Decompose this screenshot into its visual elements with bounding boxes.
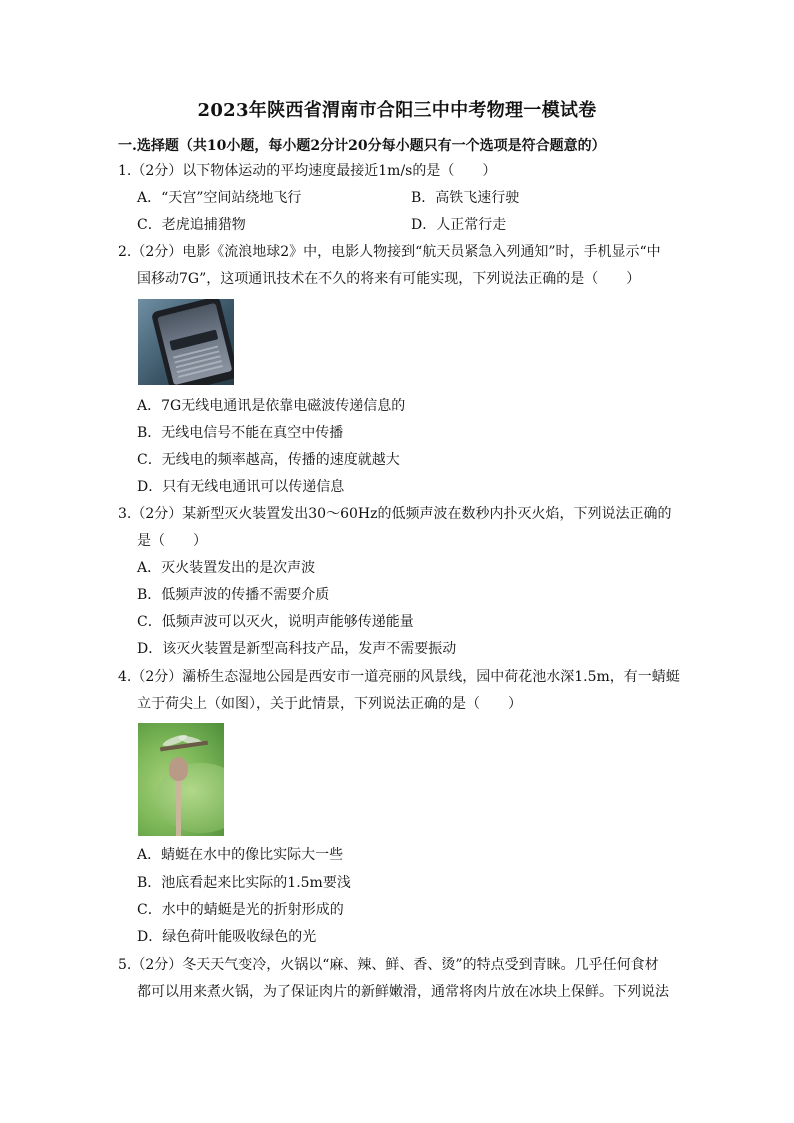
question-4-option-c: C．水中的蜻蜓是光的折射形成的: [137, 902, 344, 918]
exam-title: 2023年陕西省渭南市合阳三中中考物理一模试卷: [197, 100, 597, 121]
question-2-stem-line-1: 2.（2分）电影《流浪地球2》中，电影人物接到“航天员紧急入列通知”时，手机显示“中: [118, 244, 661, 260]
question-4-stem-line-1: 4.（2分）灞桥生态湿地公园是西安市一道亮丽的风景线，园中荷花池水深1.5m，有一蜻蜓: [118, 669, 680, 685]
question-3-stem-line-1: 3.（2分）某新型灭火装置发出30～60Hz的低频声波在数秒内扑灭火焰，下列说法正确的: [118, 506, 672, 522]
lotus-leaf-icon: [156, 763, 224, 833]
question-2-option-c: C．无线电的频率越高，传播的速度就越大: [137, 452, 400, 468]
question-3-option-a: A．灭火装置发出的是次声波: [137, 560, 316, 576]
question-3-option-c: C．低频声波可以灭火，说明声能够传递能量: [137, 614, 414, 630]
question-3-option-d: D．该灭火装置是新型高科技产品，发声不需要振动: [137, 641, 457, 657]
phone-photo: [138, 299, 234, 385]
question-4-option-d: D．绿色荷叶能吸收绿色的光: [137, 929, 317, 945]
dragonfly-lotus-photo: [138, 723, 224, 836]
lotus-bud-icon: [169, 757, 188, 781]
question-2-option-d: D．只有无线电通讯可以传递信息: [137, 479, 345, 495]
question-2-stem-line-2: 国移动7G”，这项通讯技术在不久的将来有可能实现，下列说法正确的是（ ）: [137, 271, 641, 287]
question-1-option-a: A．“天宫”空间站绕地飞行: [137, 190, 302, 206]
question-5-stem-line-2: 都可以用来煮火锅，为了保证肉片的新鲜嫩滑，通常将肉片放在冰块上保鲜。下列说法: [137, 984, 669, 1000]
question-1-stem: 1.（2分）以下物体运动的平均速度最接近1m/s的是（ ）: [118, 163, 497, 179]
question-2-option-b: B．无线电信号不能在真空中传播: [137, 425, 344, 441]
question-1-option-b: B．高铁飞速行驶: [411, 190, 520, 206]
question-3-stem-line-2: 是（ ）: [137, 533, 207, 549]
question-4-option-b: B．池底看起来比实际的1.5m要浅: [137, 875, 351, 891]
question-2-option-a: A．7G无线电通讯是依靠电磁波传递信息的: [137, 398, 406, 414]
question-1-option-d: D．人正常行走: [411, 217, 507, 233]
section-heading: 一.选择题（共10小题，每小题2分计20分每小题只有一个选项是符合题意的）: [118, 138, 606, 154]
question-3-option-b: B．低频声波的传播不需要介质: [137, 587, 330, 603]
question-1-option-c: C．老虎追捕猎物: [137, 217, 246, 233]
phone-icon: [151, 299, 234, 385]
question-5-stem-line-1: 5.（2分）冬天天气变冷，火锅以“麻、辣、鲜、香、烫”的特点受到青睐。几乎任何食材: [118, 957, 659, 973]
question-4-stem-line-2: 立于荷尖上（如图），关于此情景，下列说法正确的是（ ）: [137, 696, 522, 712]
question-4-option-a: A．蜻蜓在水中的像比实际大一些: [137, 847, 344, 863]
